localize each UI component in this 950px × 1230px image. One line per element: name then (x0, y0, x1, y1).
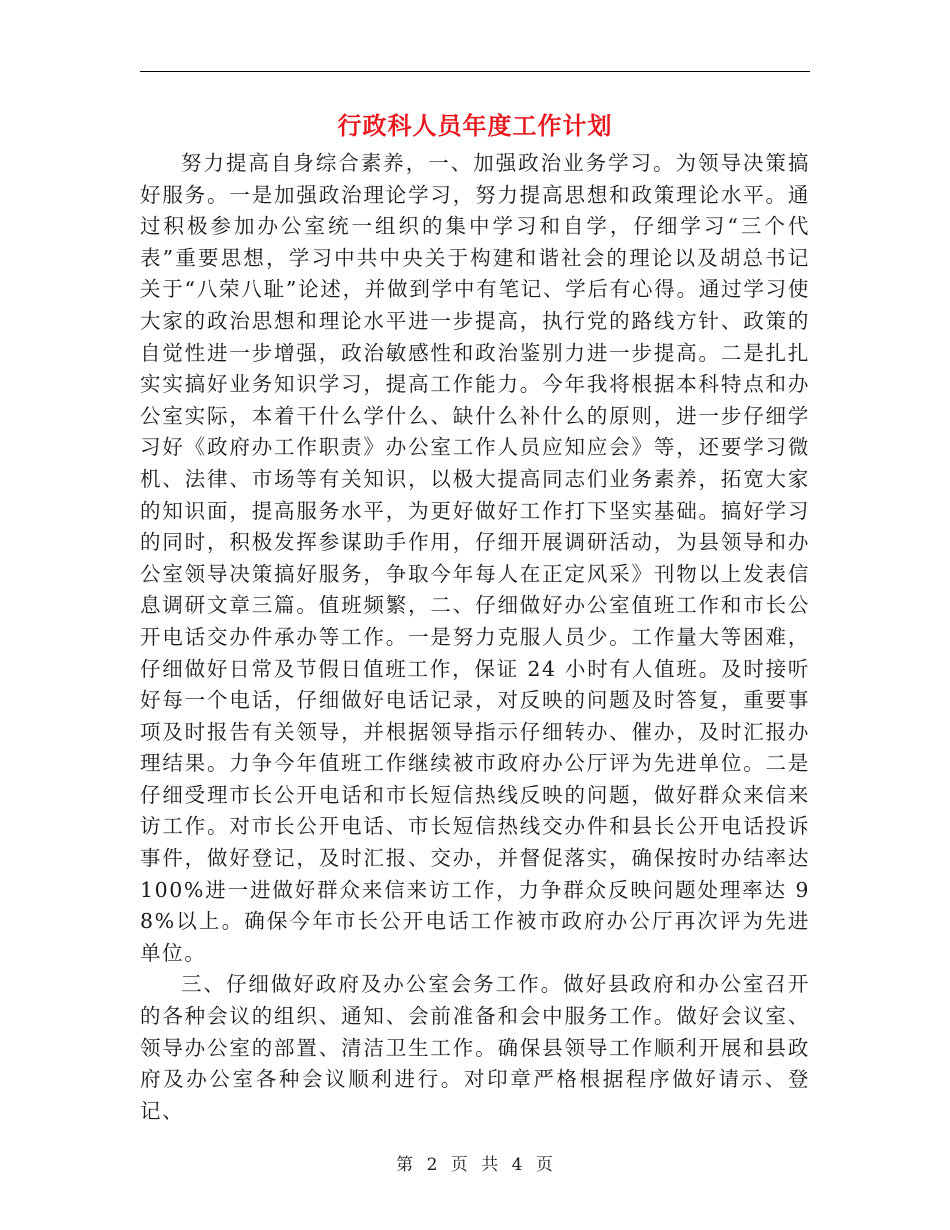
page-number-footer: 第 2 页 共 4 页 (396, 1155, 554, 1175)
header-rule (140, 71, 810, 72)
document-body (140, 148, 810, 1127)
paragraph: 努力提高自身综合素养，一、加强政治业务学习。为领导决策搞好服务。一是加强政治理论学习，努力提高思想和政策理论水平。通过积极参加办公室统一组织的集中学习和自学，仔细学习“三个代表”重要思想，学习中共中央关于构建和谐社会的理论以及胡总书记关于“八荣八耻”论述，并做到学中有笔记、学后有心得。通过学习使大家的政治思想和理论水平进一步提高，执行党的路线方针、政策的自觉性进一步增强，政治敏感性和政治鉴别力进一步提高。二是扎扎实实搞好业务知识学习，提高工作能力。今年我将根据本科特点和办公室实际，本着干什么学什么、缺什么补什么的原则，进一步仔细学习好《政府办工作职责》办公室工作人员应知应会》等，还要学习微机、法律、市场等有关知识，以极大提高同志们业务素养，拓宽大家的知识面，提高服务水平，为更好做好工作打下坚实基础。搞好学习的同时，积极发挥参谋助手作用，仔细开展调研活动，为县领导和办公室领导决策搞好服务，争取今年每人在正定风采》刊物以上发表信息调研文章三篇。值班频繁，二、仔细做好办公室值班工作和市长公开电话交办件承办等工作。一是努力克服人员少。工作量大等困难，仔细做好日常及节假日值班工作，保证 24 小时有人值班。及时接听好每一个电话，仔细做好电话记录，对反映的问题及时答复，重要事项及时报告有关领导，并根据领导指示仔细转办、催办，及时汇报办理结果。力争今年值班工作继续被市政府办公厅评为先进单位。二是仔细受理市长公开电话和市长短信热线反映的问题，做好群众来信来访工作。对市长公开电话、市长短信热线交办件和县长公开电话投诉事件，做好登记，及时汇报、交办，并督促落实，确保按时办结率达100%进一进做好群众来信来访工作，力争群众反映问题处理率达 98%以上。确保今年市长公开电话工作被市政府办公厅再次评为先进单位。 (140, 151, 810, 965)
paragraph: 三、仔细做好政府及办公室会务工作。做好县政府和办公室召开的各种会议的组织、通知、会前准备和会中服务工作。做好会议室、领导办公室的部置、清洁卫生工作。确保县领导工作顺利开展和县政府及办公室各种会议顺利进行。对印章严格根据程序做好请示、登记、 (140, 972, 810, 1123)
document-title: 行政科人员年度工作计划 (337, 111, 613, 140)
